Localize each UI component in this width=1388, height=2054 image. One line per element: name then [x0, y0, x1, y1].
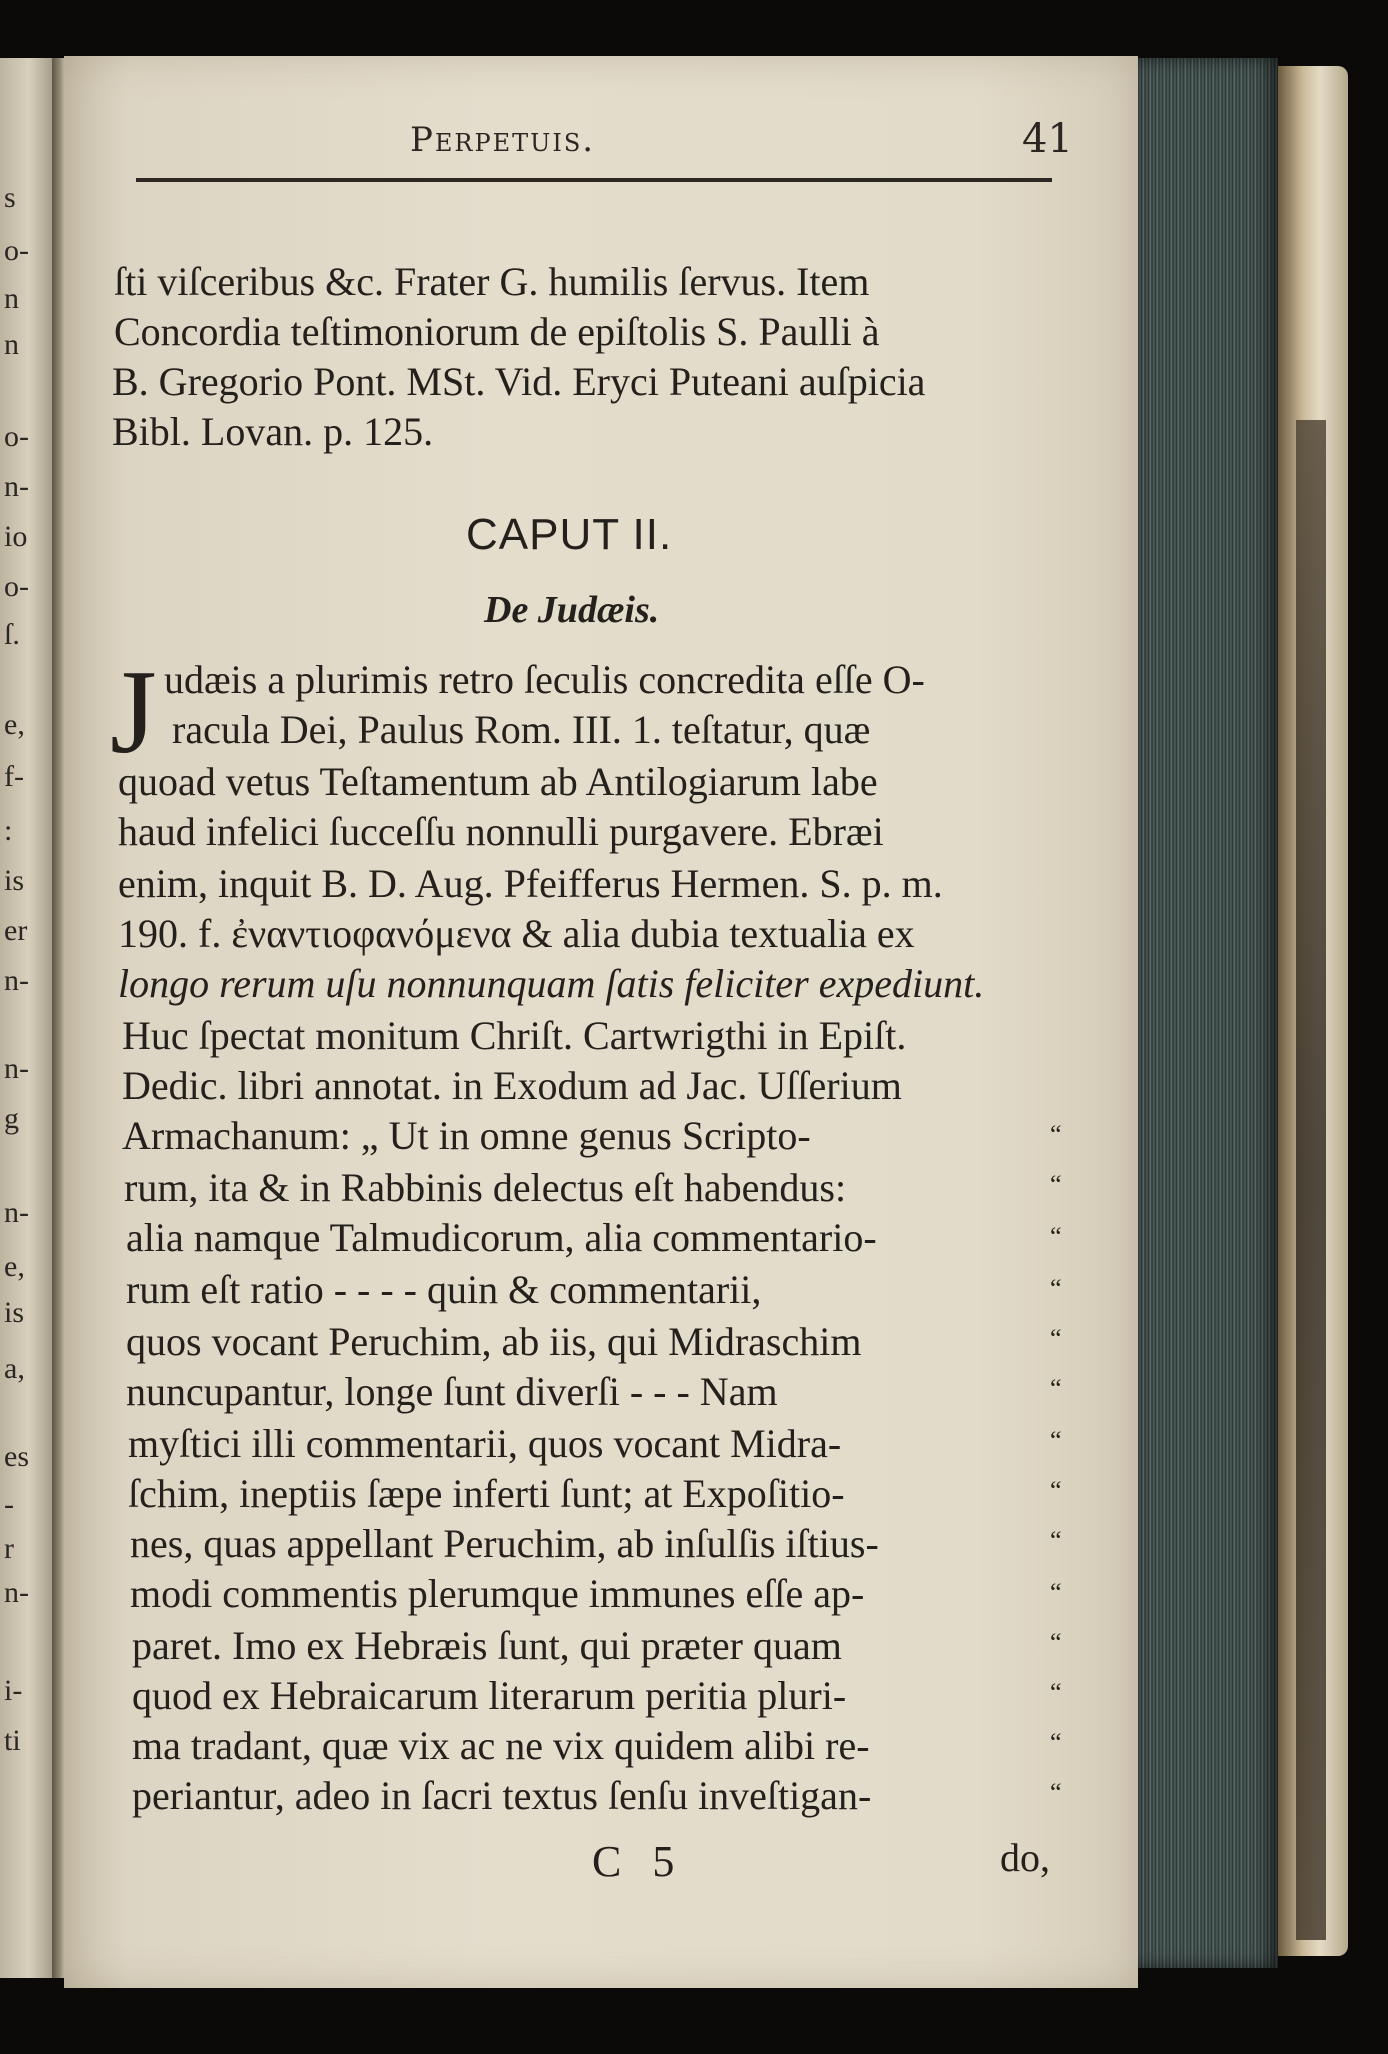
gutter [52, 58, 64, 1978]
chapter-heading: CAPUT II. [466, 510, 673, 559]
left-fragment: n- [4, 470, 29, 503]
left-fragment: ſ. [4, 618, 20, 651]
left-fragment: s [4, 181, 16, 214]
quote-mark: “ [1050, 1678, 1062, 1707]
text-line: udæis a plurimis retro ſeculis concredita eſſe O- [164, 657, 925, 702]
left-fragment: f- [4, 760, 24, 793]
text-line: racula Dei, Paulus Rom. III. 1. teſtatur, quæ [172, 707, 871, 752]
text-line: paret. Imo ex Hebræis ſunt, qui præter quam [132, 1623, 842, 1668]
left-fragment: o- [4, 234, 29, 267]
text-line: nuncupantur, longe ſunt diverſi - - - Nam [126, 1369, 778, 1414]
quote-mark: “ [1050, 1274, 1062, 1303]
text-line: periantur, adeo in ſacri textus ſenſu inveſtigan- [132, 1773, 872, 1818]
quote-mark: “ [1050, 1374, 1062, 1403]
left-fragment: e, [4, 1250, 25, 1283]
left-fragment: n- [4, 1052, 29, 1085]
left-fragment: n [4, 282, 19, 315]
header-rule [136, 178, 1052, 182]
page-block-edge [1138, 58, 1278, 1968]
left-fragment: o- [4, 570, 29, 603]
left-fragment: is [4, 864, 25, 897]
text-line: Concordia teſtimoniorum de epiſtolis S. Paulli à [114, 309, 880, 354]
text-line: alia namque Talmudicorum, alia commentario- [126, 1215, 877, 1260]
quote-mark: “ [1050, 1778, 1062, 1807]
signature-mark: C 5 [592, 1837, 685, 1886]
text-line: haud infelici ſucceſſu nonnulli purgavere. Ebræi [118, 809, 884, 854]
quote-mark: “ [1050, 1426, 1062, 1455]
left-fragment: - [4, 1488, 14, 1521]
quote-mark: “ [1050, 1578, 1062, 1607]
drop-capital: J [110, 645, 157, 778]
chapter-subheading: De Judæis. [484, 589, 660, 631]
text-line: nes, quas appellant Peruchim, ab inſulſis iſtius- [130, 1521, 879, 1566]
text-line: enim, inquit B. D. Aug. Pfeifferus Hermen. S. p. m. [118, 861, 943, 906]
catchword: do, [1000, 1835, 1050, 1880]
left-fragment: er [4, 914, 28, 947]
text-line: Bibl. Lovan. p. 125. [112, 409, 434, 454]
left-fragment: n- [4, 1196, 29, 1229]
quote-mark: “ [1050, 1222, 1062, 1251]
left-fragment: a, [4, 1352, 25, 1385]
left-fragment: io [4, 520, 28, 553]
left-fragment: n- [4, 964, 29, 997]
text-line: Armachanum: „ Ut in omne genus Scripto- [122, 1113, 811, 1158]
left-fragment: r [4, 1532, 14, 1565]
page-number: 41 [1022, 116, 1073, 162]
text-line: quoad vetus Teſtamentum ab Antilogiarum labe [118, 759, 878, 804]
left-fragment: is [4, 1296, 25, 1329]
left-fragment: g [4, 1102, 19, 1135]
text-line: quod ex Hebraicarum literarum peritia pluri- [132, 1673, 847, 1718]
text-line: Dedic. libri annotat. in Exodum ad Jac. Uſſerium [122, 1063, 902, 1108]
quote-mark: “ [1050, 1324, 1062, 1353]
text-line: ſti viſceribus &c. Frater G. humilis ſervus. Item [114, 259, 870, 304]
text-line: 190. f. ἐναντιοφανόμενα & alia dubia textualia ex [118, 911, 915, 956]
text-line: ma tradant, quæ vix ac ne vix quidem alibi re- [132, 1723, 870, 1768]
left-fragment: n- [4, 1576, 29, 1609]
left-page-edge [0, 58, 52, 1978]
quote-mark: “ [1050, 1120, 1062, 1149]
text-line: Huc ſpectat monitum Chriſt. Cartwrigthi in Epiſt. [122, 1013, 907, 1058]
quote-mark: “ [1050, 1476, 1062, 1505]
text-line: rum, ita & in Rabbinis delectus eſt habendus: [124, 1165, 847, 1210]
left-fragment: n [4, 328, 19, 361]
text-line: rum eſt ratio - - - - quin & commentarii, [126, 1267, 762, 1312]
left-fragment: ti [4, 1724, 21, 1757]
left-fragment: : [4, 814, 13, 847]
text-line: B. Gregorio Pont. MSt. Vid. Eryci Puteani auſpicia [112, 359, 926, 404]
text-line: modi commentis plerumque immunes eſſe ap- [130, 1571, 865, 1616]
quote-mark: “ [1050, 1628, 1062, 1657]
left-fragment: o- [4, 420, 29, 453]
text-line: myſtici illi commentarii, quos vocant Midra- [128, 1421, 842, 1466]
text-line: longo rerum uſu nonnunquam ſatis feliciter expediunt. [118, 961, 985, 1006]
left-fragment: i- [4, 1674, 23, 1707]
cover-shadow [1296, 420, 1326, 1940]
left-fragment: e, [4, 708, 25, 741]
text-line: ſchim, ineptiis ſæpe inferti ſunt; at Expoſitio- [128, 1471, 845, 1516]
quote-mark: “ [1050, 1170, 1062, 1199]
text-line: quos vocant Peruchim, ab iis, qui Midraschim [126, 1319, 862, 1364]
left-fragment: es [4, 1440, 29, 1473]
running-head: Perpetuis. [410, 120, 596, 160]
quote-mark: “ [1050, 1526, 1062, 1555]
quote-mark: “ [1050, 1728, 1062, 1757]
